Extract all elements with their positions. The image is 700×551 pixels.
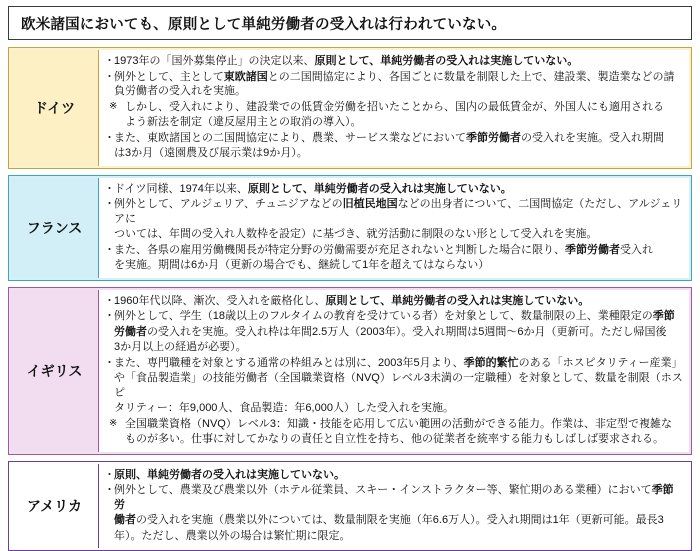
country-label-usa: アメリカ <box>11 464 99 549</box>
body-line: 年）。ただし、農業以外の場合は繁忙期に限定。 <box>114 529 351 542</box>
body-line: ものが多い。仕事に対してかなりの責任と自立性を持ち、他の従業者を統率する能力もしばしば要求される。 <box>125 433 664 446</box>
body-line: ついては、年間の受入れ人数枠を設定）に基づき、就労活動に制限のない形として受入れを実施。 <box>114 228 598 241</box>
body-line: ・ 例外として、主として東欧諸国との二国間協定により、各国ごとに数量を制限した上で、建設業、製造業などの請負労働者の受入れを実施。 <box>106 70 683 99</box>
body-line: 労働者の受入れを実施。受入れ枠は年間2.5万人（2003年）。受入れ期間は5週間〜6か月（更新可。ただし帰国後 <box>114 325 667 338</box>
table-row-uk <box>8 287 692 455</box>
table-row-france <box>8 175 692 281</box>
body-line: を実施。期間は6か月（更新の場合でも、継続して1年を超えてはならない） <box>114 259 490 272</box>
table-row-usa <box>8 461 692 551</box>
country-body-france <box>99 178 689 278</box>
body-line: よう新法を制定（違反屋用主との取消の導入）。 <box>125 116 362 129</box>
body-line: タリティー：年9,000人、食品製造：年6,000人）した受入れを実施。 <box>114 402 454 415</box>
body-line: 働者の受入れを実施（農業以外については、数量制限を実施（年6.6万人）。受入れ期間は1年（更新可能。最長3 <box>114 514 664 527</box>
page-title <box>8 6 692 40</box>
body-line: は3か月（遠園農及び展示業は9か月）。 <box>114 147 308 160</box>
table-row-germany <box>8 47 692 169</box>
body-line: ※ 全国職業資格（NVQ）レベル3：知識・技能を応用して広い範囲の活動ができる能力。作業は、非定型で複雑な <box>106 417 683 432</box>
country-label-france: フランス <box>11 178 99 278</box>
country-body-usa <box>99 464 689 549</box>
body-line: ・ 例外として、農業及び農業以外（ホテル従業員、スキー・インストラクター等、繁忙期のある業種）において季節労 <box>106 483 683 512</box>
body-line: や「食品製造業」の技能労働者（全国職業資格（NVQ）レベル3未満の一定職種）を対象として、数量を制限（ホスピ <box>114 372 683 399</box>
country-label-germany: ドイツ <box>11 50 99 166</box>
body-line: ・ 1973年の「国外募集停止」の決定以来、原則として、単純労働者の受入れは実施していない。 <box>106 54 683 69</box>
body-line: ・ また、専門職種を対象とする通常の枠組みとは別に、2003年5月より、季節的繁忙のある「ホスピタリティー産業」 <box>106 356 683 371</box>
body-line: ・ 原則、単純労働者の受入れは実施していない。 <box>106 468 683 483</box>
body-line: ・ 1960年代以降、漸次、受入れを厳格化し、原則として、単純労働者の受入れは実施していない。 <box>106 294 683 309</box>
body-line: ※ しかし、受入れにより、建設業での低賃金労働を招いたことから、国内の最低賃金が、外国人にも適用される <box>106 100 683 115</box>
country-body-uk <box>99 290 689 452</box>
body-line: ・ また、各県の雇用労働機関長が特定分野の労働需要が充足されないと判断した場合に限り、季節労働者受入れ <box>106 243 683 258</box>
country-body-germany <box>99 50 689 166</box>
page-title-text: 欧米諸国においても、原則として単純労働者の受入れは行われていない。 <box>21 16 507 33</box>
country-label-uk: イギリス <box>11 290 99 452</box>
body-line: ・ ドイツ同様、1974年以来、原則として、単純労働者の受入れは実施していない。 <box>106 182 683 197</box>
body-line: ・ 例外として、アルジェリア、チュニジアなどの旧植民地国などの出身者について、二国間協定（ただし、アルジェリアに <box>106 197 683 226</box>
body-line: ・ 例外として、学生（18歳以上のフルタイムの教育を受けている者）を対象として、数量制限の上、業種限定の季節 <box>106 309 683 324</box>
country-rows <box>8 47 692 551</box>
body-line: ・ また、東欧諸国との二国間協定により、農業、サービス業などにおいて季節労働者の受入れを実施。受入れ期間 <box>106 131 683 146</box>
body-line: 3か月以上の経過が必要）。 <box>114 341 247 354</box>
